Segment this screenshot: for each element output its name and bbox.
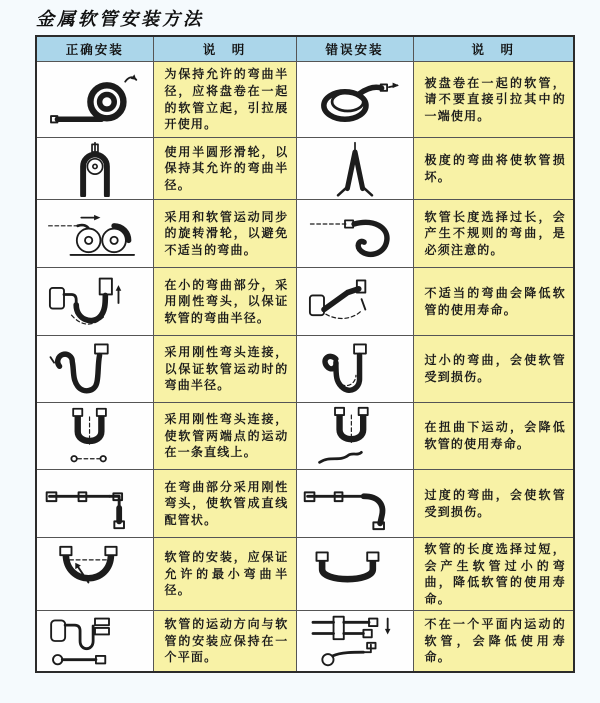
table-row — [36, 62, 574, 138]
wrong-illustration-cell — [296, 62, 413, 138]
header-row — [36, 36, 574, 62]
wrong-description: 不适当的弯曲会降低软管的使用寿命。 — [413, 268, 574, 336]
header-wrong-installation: 错误安装 — [296, 36, 413, 62]
correct-illustration-cell — [36, 538, 153, 611]
upright-coil-unrolled-icon — [43, 67, 147, 133]
semicircular-pulley-icon — [45, 141, 145, 197]
wrong-illustration-cell — [296, 268, 413, 336]
correct-illustration-cell — [36, 611, 153, 673]
improper-sharp-bend-icon — [303, 271, 407, 333]
correct-illustration-cell — [36, 200, 153, 268]
wrong-description: 软管长度选择过长，会产生不规则的弯曲，是必须注意的。 — [413, 200, 574, 268]
table-row — [36, 268, 574, 336]
rigid-elbow-small-bend-icon — [43, 271, 147, 333]
extreme-kink-icon — [305, 141, 405, 197]
correct-illustration-cell — [36, 268, 153, 336]
wrong-illustration-cell — [296, 611, 413, 673]
installation-method-table — [35, 35, 575, 673]
synchronized-rotating-pulleys-icon — [43, 204, 147, 264]
correct-illustration-cell — [36, 62, 153, 138]
correct-illustration-cell — [36, 470, 153, 538]
table-row — [36, 336, 574, 403]
minimum-bend-radius-u-icon — [43, 543, 147, 605]
u-loop-straight-line-motion-icon — [45, 406, 145, 466]
correct-description: 为保持允许的弯曲半径，应将盘卷在一起的软管立起，引拉展开使用。 — [153, 62, 296, 138]
table-row — [36, 538, 574, 611]
wrong-description: 过小的弯曲，会使软管受到损伤。 — [413, 336, 574, 403]
correct-description: 软管的运动方向与软管的安装应保持在一个平面。 — [153, 611, 296, 673]
wrong-illustration-cell — [296, 336, 413, 403]
table-row — [36, 138, 574, 200]
rigid-elbow-connection-icon — [45, 339, 145, 399]
same-plane-trap-icon — [43, 613, 147, 669]
correct-description: 软管的安装，应保证允许的最小弯曲半径。 — [153, 538, 296, 611]
correct-description: 使用半圆形滑轮，以保持其允许的弯曲半径。 — [153, 138, 296, 200]
wrong-illustration-cell — [296, 200, 413, 268]
wrong-illustration-cell — [296, 538, 413, 611]
wrong-description: 过度的弯曲，会使软管受到损伤。 — [413, 470, 574, 538]
excessive-bend-at-end-icon — [301, 475, 409, 533]
correct-description: 采用刚性弯头连接，使软管两端点的运动在一条直线上。 — [153, 403, 296, 470]
correct-illustration-cell — [36, 336, 153, 403]
overlong-irregular-loop-icon — [303, 204, 407, 264]
different-plane-motion-icon — [303, 613, 407, 669]
too-small-bend-hook-icon — [305, 339, 405, 399]
table-row — [36, 403, 574, 470]
wrong-description: 被盘卷在一起的软管，请不要直接引拉其中的一端使用。 — [413, 62, 574, 138]
page-title: 金属软管安装方法 — [36, 9, 204, 30]
too-short-shallow-u-icon — [303, 543, 407, 605]
correct-illustration-cell — [36, 403, 153, 470]
table-row — [36, 200, 574, 268]
wrong-illustration-cell — [296, 403, 413, 470]
wrong-description: 不在一个平面内运动的软管，会降低使用寿命。 — [413, 611, 574, 673]
correct-description: 在弯曲部分采用刚性弯头，使软管成直线配管状。 — [153, 470, 296, 538]
wrong-description: 软管的长度选择过短，会产生软管过小的弯曲，降低软管的使用寿命。 — [413, 538, 574, 611]
correct-description: 采用刚性弯头连接，以保证软管运动时的弯曲半径。 — [153, 336, 296, 403]
correct-description: 采用和软管运动同步的旋转滑轮，以避免不适当的弯曲。 — [153, 200, 296, 268]
wrong-illustration-cell — [296, 138, 413, 200]
coil-pulled-from-one-end-icon — [303, 67, 407, 133]
table-row — [36, 611, 574, 673]
wrong-description: 极度的弯曲将使软管损坏。 — [413, 138, 574, 200]
header-explanation-1: 说 明 — [153, 36, 296, 62]
straight-run-rigid-elbow-icon — [41, 475, 149, 533]
correct-description: 在小的弯曲部分，采用刚性弯头，以保证软管的弯曲半径。 — [153, 268, 296, 336]
header-correct-installation: 正确安装 — [36, 36, 153, 62]
wrong-illustration-cell — [296, 470, 413, 538]
correct-illustration-cell — [36, 138, 153, 200]
table-row — [36, 470, 574, 538]
u-loop-twisted-motion-icon — [305, 406, 405, 466]
header-explanation-2: 说 明 — [413, 36, 574, 62]
wrong-description: 在扭曲下运动，会降低软管的使用寿命。 — [413, 403, 574, 470]
